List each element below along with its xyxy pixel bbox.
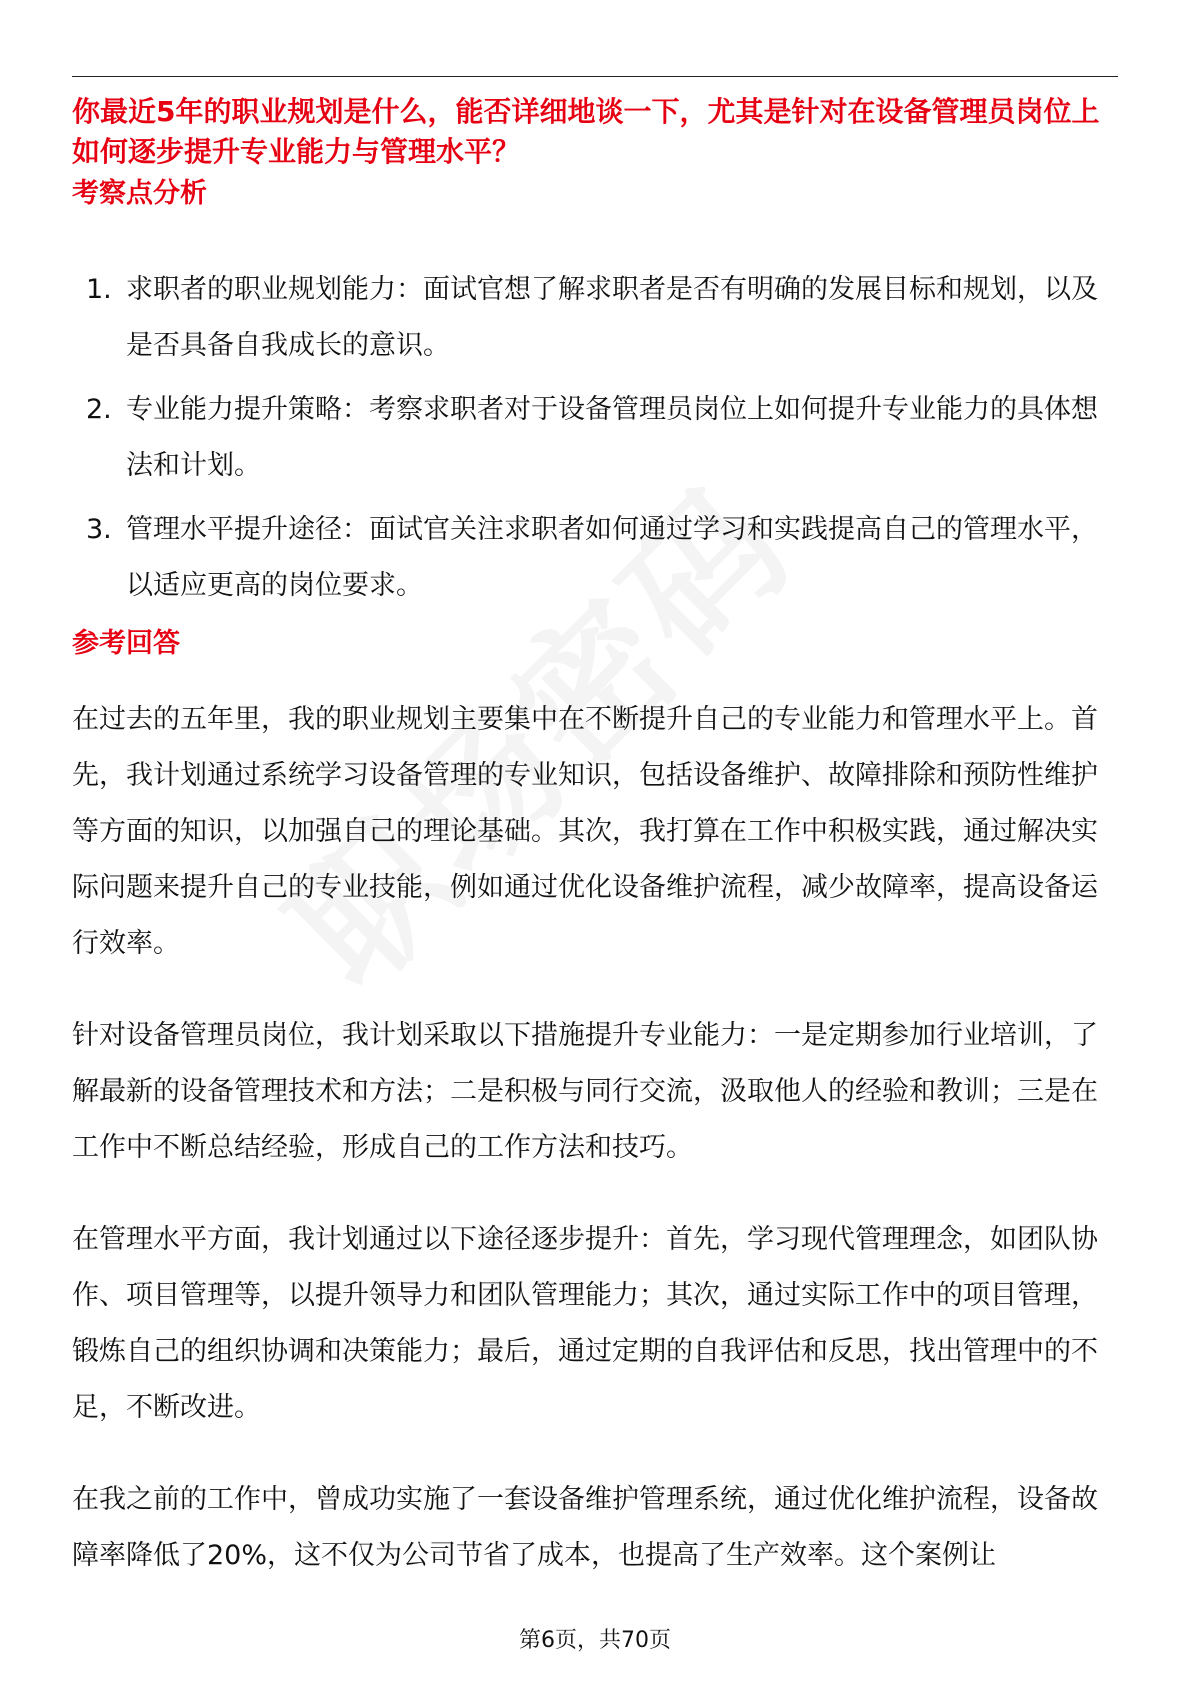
point-text: 管理水平提升途径：面试官关注求职者如何通过学习和实践提高自己的管理水平，以适应更高的岗位要求。 xyxy=(126,514,1098,601)
analysis-point xyxy=(72,382,1122,494)
top-divider xyxy=(72,76,1118,77)
answer-heading: 参考回答 xyxy=(72,628,180,659)
analysis-point xyxy=(72,262,1122,374)
point-number: 3. xyxy=(86,514,112,545)
analysis-points xyxy=(72,262,1122,622)
point-number: 1. xyxy=(86,274,112,305)
answer-paragraph: 针对设备管理员岗位，我计划采取以下措施提升专业能力：一是定期参加行业培训，了解最新的设备管理技术和方法；二是积极与同行交流，汲取他人的经验和教训；三是在工作中不断总结经验，形成自己的工作方法和技巧。 xyxy=(72,1020,1098,1163)
answer-body xyxy=(72,692,1122,1620)
point-text: 专业能力提升策略：考察求职者对于设备管理员岗位上如何提升专业能力的具体想法和计划。 xyxy=(126,394,1098,481)
analysis-heading: 考察点分析 xyxy=(72,178,207,209)
answer-paragraph: 在管理水平方面，我计划通过以下途径逐步提升：首先，学习现代管理理念，如团队协作、项目管理等，以提升领导力和团队管理能力；其次，通过实际工作中的项目管理，锻炼自己的组织协调和决策能力；最后，通过定期的自我评估和反思，找出管理中的不足，不断改进。 xyxy=(72,1224,1098,1423)
interview-question: 你最近5年的职业规划是什么，能否详细地谈一下，尤其是针对在设备管理员岗位上如何逐步提升专业能力与管理水平？ xyxy=(72,95,1100,168)
point-number: 2. xyxy=(86,394,112,425)
answer-paragraph: 在我之前的工作中，曾成功实施了一套设备维护管理系统，通过优化维护流程，设备故障率降低了20%，这不仅为公司节省了成本，也提高了生产效率。这个案例让 xyxy=(72,1484,1098,1571)
point-text: 求职者的职业规划能力：面试官想了解求职者是否有明确的发展目标和规划，以及是否具备自我成长的意识。 xyxy=(126,274,1098,361)
page-number: 第6页，共70页 xyxy=(519,1628,671,1653)
analysis-point xyxy=(72,502,1122,614)
answer-paragraph: 在过去的五年里，我的职业规划主要集中在不断提升自己的专业能力和管理水平上。首先，我计划通过系统学习设备管理的专业知识，包括设备维护、故障排除和预防性维护等方面的知识，以加强自己的理论基础。其次，我打算在工作中积极实践，通过解决实际问题来提升自己的专业技能，例如通过优化设备维护流程，减少故障率，提高设备运行效率。 xyxy=(72,704,1098,959)
